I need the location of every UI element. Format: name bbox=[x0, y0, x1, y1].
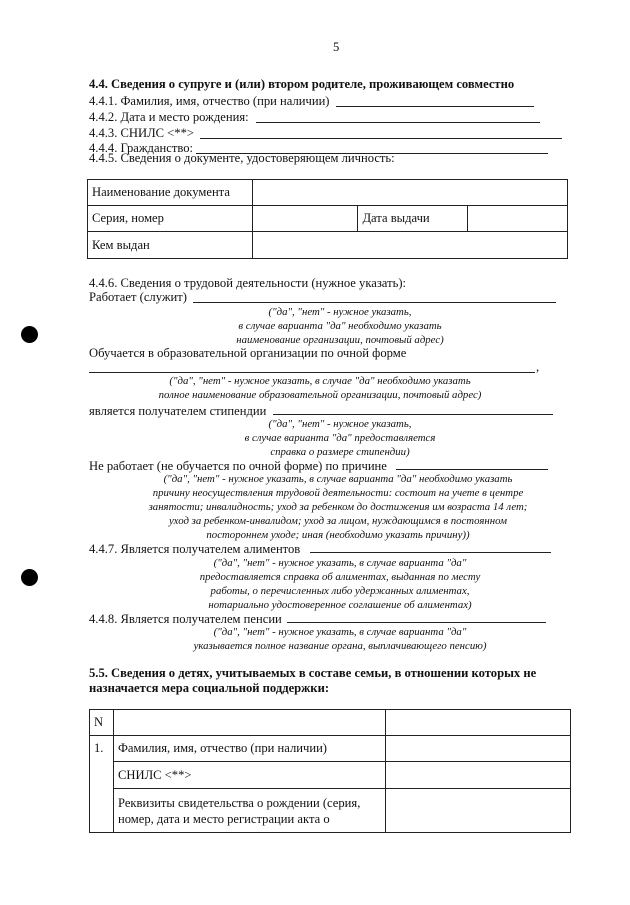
stipend-field[interactable] bbox=[273, 414, 553, 415]
pension-label: 4.4.8. Является получателем пенсии bbox=[89, 612, 282, 626]
doc-name-field[interactable] bbox=[252, 180, 567, 206]
issue-date-field[interactable] bbox=[468, 206, 568, 232]
not-working-field[interactable] bbox=[396, 469, 548, 470]
issued-by-field[interactable] bbox=[252, 232, 567, 259]
stipend-label: является получателем стипендии bbox=[89, 404, 267, 418]
citizenship-label: 4.4.4. Гражданство: bbox=[89, 141, 194, 155]
section-4-4-title: 4.4. Сведения о супруге и (или) втором родителе, проживающем совместно bbox=[89, 77, 515, 91]
issue-date-label: Дата выдачи bbox=[358, 206, 468, 232]
studies-label: Обучается в образовательной организации по очной форме bbox=[89, 346, 407, 360]
alimony-label: 4.4.7. Является получателем алиментов bbox=[89, 542, 301, 556]
birth-cert-label: Реквизиты свидетельства о рождении (серия, номер, дата и место регистрации акта о bbox=[113, 789, 385, 833]
doc-name-label: Наименование документа bbox=[88, 180, 253, 206]
birth-label: 4.4.2. Дата и место рождения: bbox=[89, 110, 249, 124]
series-number-label: Серия, номер bbox=[88, 206, 253, 232]
identity-document-table bbox=[87, 179, 568, 259]
section-5-5-title: 5.5. Сведения о детях, учитываемых в составе семьи, в отношении которых не назначается мера социальной поддержки: bbox=[89, 666, 537, 695]
punch-hole-bottom bbox=[21, 569, 38, 586]
doc-intro-label: 4.4.5. Сведения о документе, удостоверяющем личность: bbox=[89, 151, 395, 165]
snils-label: 4.4.3. СНИЛС <**> bbox=[89, 126, 194, 140]
punch-hole-top bbox=[21, 326, 38, 343]
children-table bbox=[89, 709, 571, 833]
not-working-label: Не работает (не обучается по очной форме) по причине bbox=[89, 459, 387, 473]
stipend-hint: ("да", "нет" - нужное указать, в случае варианта "да" предоставляется справка о размере стипендии) bbox=[244, 418, 436, 458]
birth-field[interactable] bbox=[256, 122, 540, 123]
pension-field[interactable] bbox=[287, 622, 546, 623]
child-fio-field[interactable] bbox=[386, 736, 571, 762]
header-cell-3 bbox=[386, 710, 571, 736]
studies-field[interactable] bbox=[89, 372, 535, 373]
alimony-field[interactable] bbox=[310, 552, 551, 553]
fio-label: 4.4.1. Фамилия, имя, отчество (при наличии) bbox=[89, 94, 330, 108]
works-label: Работает (служит) bbox=[89, 290, 187, 304]
header-cell-2 bbox=[113, 710, 385, 736]
page-number: 5 bbox=[333, 40, 340, 54]
birth-cert-field[interactable] bbox=[386, 789, 571, 833]
snils-field[interactable] bbox=[200, 138, 562, 139]
not-working-hint: ("да", "нет" - нужное указать, в случае варианта "да" необходимо указать причину неосуществления трудовой деятельности: состоит на учете в центре занятости; инвалидность; уход за ребенком до достижения им возраста 14 лет; уход за ребенком-инвалидом; уход за лицом, нуждающимся в постоянном постороннем уходе; иная (необходимо указать причину)) bbox=[148, 473, 528, 541]
works-hint: ("да", "нет" - нужное указать, в случае варианта "да" необходимо указать наименование организации, почтовый адрес) bbox=[236, 306, 444, 346]
series-number-field[interactable] bbox=[252, 206, 358, 232]
studies-comma: , bbox=[536, 360, 540, 374]
row-number: 1. bbox=[90, 736, 114, 833]
issued-by-label: Кем выдан bbox=[88, 232, 253, 259]
works-field[interactable] bbox=[193, 302, 556, 303]
studies-hint: ("да", "нет" - нужное указать, в случае "да" необходимо указать полное наименование образовательной организации, почтовый адрес) bbox=[158, 375, 482, 401]
fio-field[interactable] bbox=[336, 106, 534, 107]
alimony-hint: ("да", "нет" - нужное указать, в случае варианта "да" предоставляется справка об алиментах, выданная по месту работы, о перечисленных либо удержанных алиментах, нотариально удостоверенное соглашение об алиментах) bbox=[199, 557, 481, 611]
child-fio-label: Фамилия, имя, отчество (при наличии) bbox=[113, 736, 385, 762]
header-n: N bbox=[90, 710, 114, 736]
child-snils-label: СНИЛС <**> bbox=[113, 762, 385, 789]
pension-hint: ("да", "нет" - нужное указать, в случае варианта "да" указывается полное название органа, выплачивающего пенсию) bbox=[193, 626, 487, 652]
child-snils-field[interactable] bbox=[386, 762, 571, 789]
work-intro-label: 4.4.6. Сведения о трудовой деятельности (нужное указать): bbox=[89, 276, 407, 290]
